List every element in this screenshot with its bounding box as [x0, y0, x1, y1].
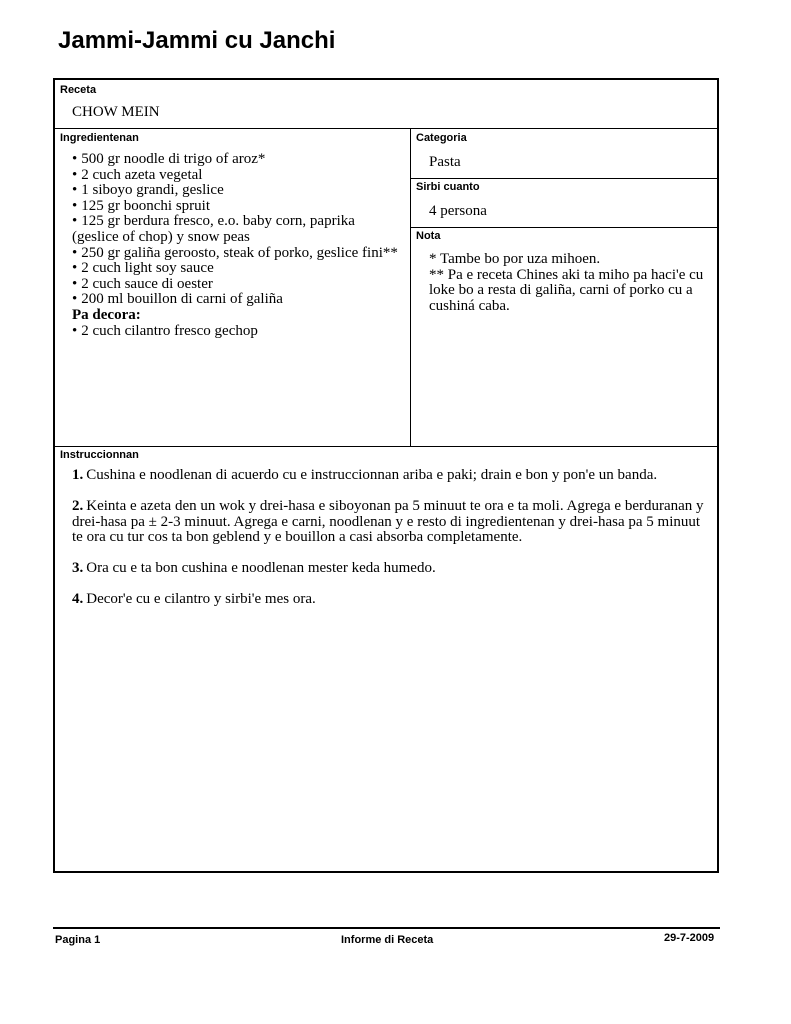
recipe-name: CHOW MEIN: [72, 104, 160, 120]
bullet-icon: •: [72, 213, 78, 230]
column-divider: [410, 128, 411, 446]
category-value: Pasta: [429, 154, 461, 170]
step-number: 3.: [72, 560, 84, 577]
list-item: [72, 214, 402, 245]
step-text: Keinta e azeta den un wok y drei-hasa e siboyonan pa 5 minuut te ora e ta moli. Agrega e berduranan y drei-hasa pa ± 2-3 minuut. Agrega e carni, noodlenan y e resto di ingredientenan y drei-hasa pa 5 minuut te ora cu tur cos ta bon geblend y e bouillon a casi absorba completamente.: [72, 498, 704, 546]
divider: [410, 178, 717, 179]
instructions-label: Instruccionnan: [60, 449, 139, 461]
list-item-text: 500 gr noodle di trigo of aroz*: [81, 151, 266, 167]
bullet-icon: •: [72, 244, 78, 261]
servings-value: 4 persona: [429, 203, 487, 219]
bullet-icon: •: [72, 275, 78, 292]
page-title: Jammi-Jammi cu Janchi: [58, 27, 336, 54]
list-item: [72, 246, 402, 262]
list-item-text: 1 siboyo grandi, geslice: [81, 182, 224, 199]
list-item-text: 2 cuch cilantro fresco gechop: [81, 322, 258, 339]
list-item: [72, 277, 402, 293]
step-text: Decor'e cu e cilantro y sirbi'e mes ora.: [86, 591, 316, 608]
bullet-icon: •: [72, 151, 78, 167]
note-text: [429, 252, 717, 314]
instruction-step: [72, 592, 708, 608]
list-item-text: 250 gr galiña geroosto, steak of porko, geslice fini**: [81, 244, 398, 261]
bullet-icon: •: [72, 197, 78, 214]
instruction-step: [72, 468, 708, 484]
bullet-icon: •: [72, 166, 78, 183]
bullet-icon: •: [72, 182, 78, 199]
list-item: [72, 183, 402, 199]
report-name: Informe di Receta: [341, 934, 434, 946]
recipe-name-label: Receta: [60, 84, 97, 96]
bullet-icon: •: [72, 291, 78, 308]
garnish-label: Pa decora:: [72, 306, 141, 323]
step-text: Cushina e noodlenan di acuerdo cu e instruccionnan ariba e paki; drain e bon y pon'e un banda.: [86, 467, 658, 483]
step-number: 1.: [72, 467, 84, 483]
bullet-icon: •: [72, 322, 78, 339]
recipe-card: [53, 78, 719, 873]
ingredients-label: Ingredientenan: [60, 132, 139, 144]
list-item: [72, 261, 402, 277]
list-item: [72, 168, 402, 184]
garnish-list: [72, 324, 402, 340]
list-item: [72, 292, 402, 308]
bullet-icon: •: [72, 260, 78, 277]
divider: [55, 446, 717, 447]
list-item-text: 125 gr berdura fresco, e.o. baby corn, paprika (geslice of chop) y snow peas: [72, 213, 355, 245]
divider: [410, 227, 717, 228]
report-date: 29-7-2009: [664, 932, 715, 944]
instruction-step: [72, 561, 708, 577]
list-item-text: 2 cuch light soy sauce: [81, 260, 214, 277]
instructions-list: [72, 468, 708, 608]
list-item: [72, 199, 402, 215]
note-label: Nota: [416, 230, 441, 242]
ingredients-content: [72, 152, 402, 339]
ingredients-list: [72, 152, 402, 308]
footer-rule: [53, 927, 720, 929]
page-number: Pagina 1: [55, 934, 101, 946]
step-number: 2.: [72, 498, 84, 515]
list-item-text: 2 cuch sauce di oester: [81, 275, 213, 292]
list-item: [72, 152, 402, 168]
step-text: Ora cu e ta bon cushina e noodlenan mester keda humedo.: [86, 560, 436, 577]
divider: [55, 128, 717, 129]
instruction-step: [72, 499, 708, 546]
list-item: [72, 324, 402, 340]
list-item-text: 2 cuch azeta vegetal: [81, 166, 203, 183]
list-item-text: 125 gr boonchi spruit: [81, 197, 211, 214]
note-line: ** Pa e receta Chines aki ta miho pa haci'e cu loke bo a resta di galiña, carni of porko cu a cushiná caba.: [429, 266, 704, 314]
step-number: 4.: [72, 591, 84, 608]
servings-label: Sirbi cuanto: [416, 181, 480, 193]
category-label: Categoria: [416, 132, 467, 144]
instructions-content: [72, 468, 708, 624]
note-line: * Tambe bo por uza mihoen.: [429, 251, 601, 267]
list-item-text: 200 ml bouillon di carni of galiña: [81, 291, 283, 308]
